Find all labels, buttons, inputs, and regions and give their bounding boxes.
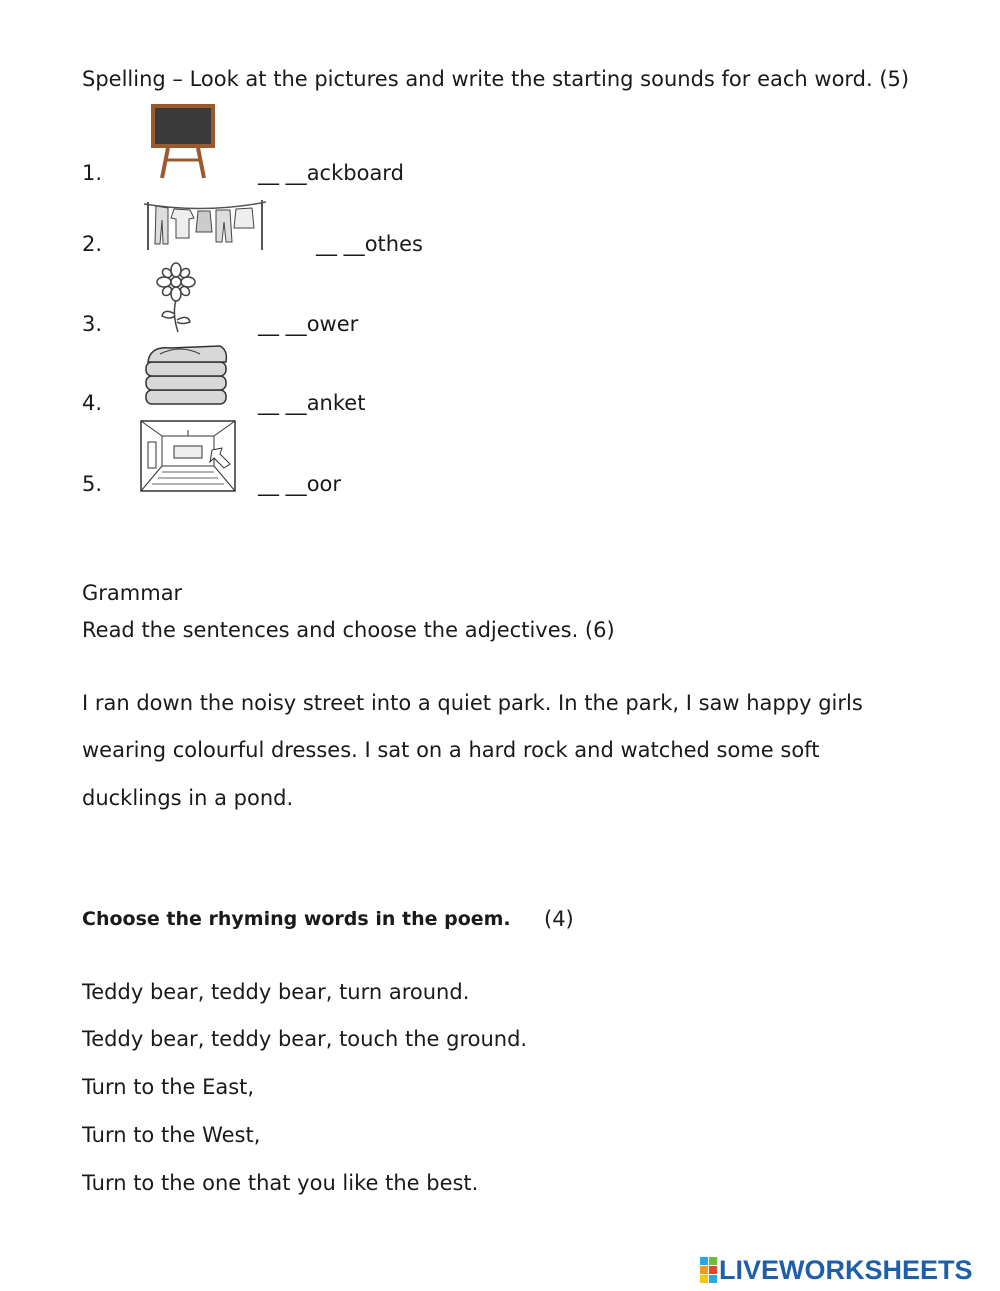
rhyming-marks: (4) <box>544 907 574 931</box>
answer-blanks[interactable]: __ __ <box>258 312 307 336</box>
word-ending: oor <box>306 472 342 496</box>
item-answer-3[interactable] <box>258 311 358 337</box>
grammar-sentence-line-1[interactable]: I ran down the noisy street into a quiet park. In the park, I saw happy girls <box>82 691 863 715</box>
room-floor-icon <box>140 420 236 492</box>
flower-icon <box>140 262 210 334</box>
rhyming-instruction: Choose the rhyming words in the poem. <box>82 908 511 930</box>
liveworksheets-logo[interactable] <box>700 1255 973 1285</box>
poem-line-3[interactable]: Turn to the East, <box>82 1075 255 1099</box>
item-answer-4[interactable] <box>258 390 365 416</box>
answer-blanks[interactable]: __ __ <box>316 232 365 256</box>
item-number-5: 5. <box>82 472 103 496</box>
clothes-line-icon <box>140 198 270 252</box>
spelling-instruction: Spelling – Look at the pictures and write the starting sounds for each word. (5) <box>82 67 910 91</box>
poem-line-1[interactable]: Teddy bear, teddy bear, turn around. <box>82 980 470 1004</box>
poem-line-2[interactable]: Teddy bear, teddy bear, touch the ground. <box>82 1027 528 1051</box>
blackboard-icon <box>148 102 218 180</box>
item-number-4: 4. <box>82 391 103 415</box>
grammar-heading: Grammar <box>82 581 183 605</box>
word-ending: ackboard <box>306 161 404 185</box>
grammar-instruction: Read the sentences and choose the adjectives. (6) <box>82 618 615 642</box>
item-answer-1[interactable] <box>258 160 404 186</box>
poem-line-5[interactable]: Turn to the one that you like the best. <box>82 1171 479 1195</box>
word-ending: anket <box>306 391 366 415</box>
grammar-sentence-line-2[interactable]: wearing colourful dresses. I sat on a hard rock and watched some soft <box>82 738 820 762</box>
answer-blanks[interactable]: __ __ <box>258 391 307 415</box>
item-answer-2[interactable] <box>316 231 423 257</box>
item-number-1: 1. <box>82 161 103 185</box>
item-answer-5[interactable] <box>258 471 341 497</box>
word-ending: othes <box>364 232 423 256</box>
item-number-3: 3. <box>82 312 103 336</box>
item-number-2: 2. <box>82 232 103 256</box>
grammar-sentence-line-3[interactable]: ducklings in a pond. <box>82 786 294 810</box>
blanket-stack-icon <box>140 340 232 408</box>
logo-text: LIVEWORKSHEETS <box>719 1254 973 1285</box>
word-ending: ower <box>306 312 359 336</box>
poem-line-4[interactable]: Turn to the West, <box>82 1123 261 1147</box>
answer-blanks[interactable]: __ __ <box>258 472 307 496</box>
answer-blanks[interactable]: __ __ <box>258 161 307 185</box>
logo-blocks-icon <box>700 1257 717 1283</box>
